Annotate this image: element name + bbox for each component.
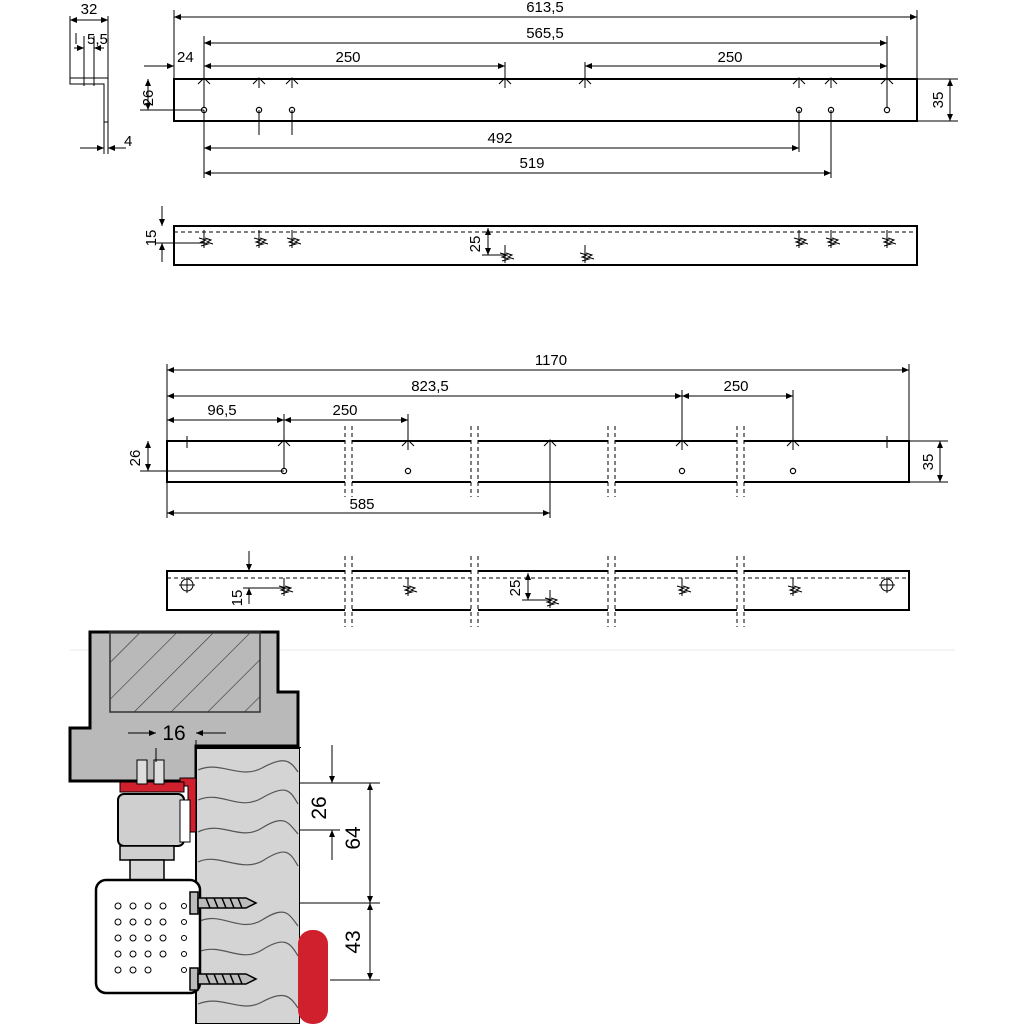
long-height-offset-label: 26 bbox=[127, 449, 144, 467]
profile-width-label: 32 bbox=[80, 1, 98, 18]
side-profile bbox=[70, 1, 132, 154]
long-height-label: 35 bbox=[920, 453, 937, 471]
short-edge-label: 24 bbox=[177, 49, 194, 66]
profile-offset-label: 5,5 bbox=[87, 31, 108, 48]
profile-thickness-label: 4 bbox=[124, 133, 133, 150]
long-bottom-center-label: 25 bbox=[507, 579, 524, 597]
long-span-label: 823,5 bbox=[411, 378, 449, 395]
long-center-label: 585 bbox=[349, 496, 375, 513]
long-plate-front bbox=[167, 551, 909, 627]
long-total-label: 1170 bbox=[534, 352, 568, 369]
short-gap-right-label: 250 bbox=[717, 49, 743, 66]
short-plate-front bbox=[143, 206, 917, 265]
long-plate-top bbox=[127, 352, 948, 518]
short-plate-top bbox=[140, 0, 958, 178]
section-dim-c-label: 43 bbox=[342, 930, 365, 954]
short-spacing-a-label: 492 bbox=[487, 130, 513, 147]
short-span-label: 565,5 bbox=[526, 25, 564, 42]
short-bottom-offset-label: 15 bbox=[143, 229, 160, 247]
long-edge-label: 96,5 bbox=[207, 402, 237, 419]
short-total-label: 613,5 bbox=[526, 0, 564, 16]
short-height-label: 35 bbox=[930, 91, 947, 109]
long-gap-left-label: 250 bbox=[332, 402, 358, 419]
section-dim-b-label: 64 bbox=[342, 826, 365, 850]
short-bottom-center-label: 25 bbox=[467, 235, 484, 253]
section-gap-label: 16 bbox=[162, 722, 186, 745]
section-dim-a-label: 26 bbox=[308, 796, 331, 820]
short-height-offset-label: 26 bbox=[140, 89, 157, 107]
short-gap-left-label: 250 bbox=[335, 49, 361, 66]
short-spacing-b-label: 519 bbox=[519, 155, 545, 172]
long-bottom-offset-label: 15 bbox=[229, 589, 246, 607]
long-gap-right-label: 250 bbox=[723, 378, 749, 395]
section-detail bbox=[70, 632, 380, 1024]
